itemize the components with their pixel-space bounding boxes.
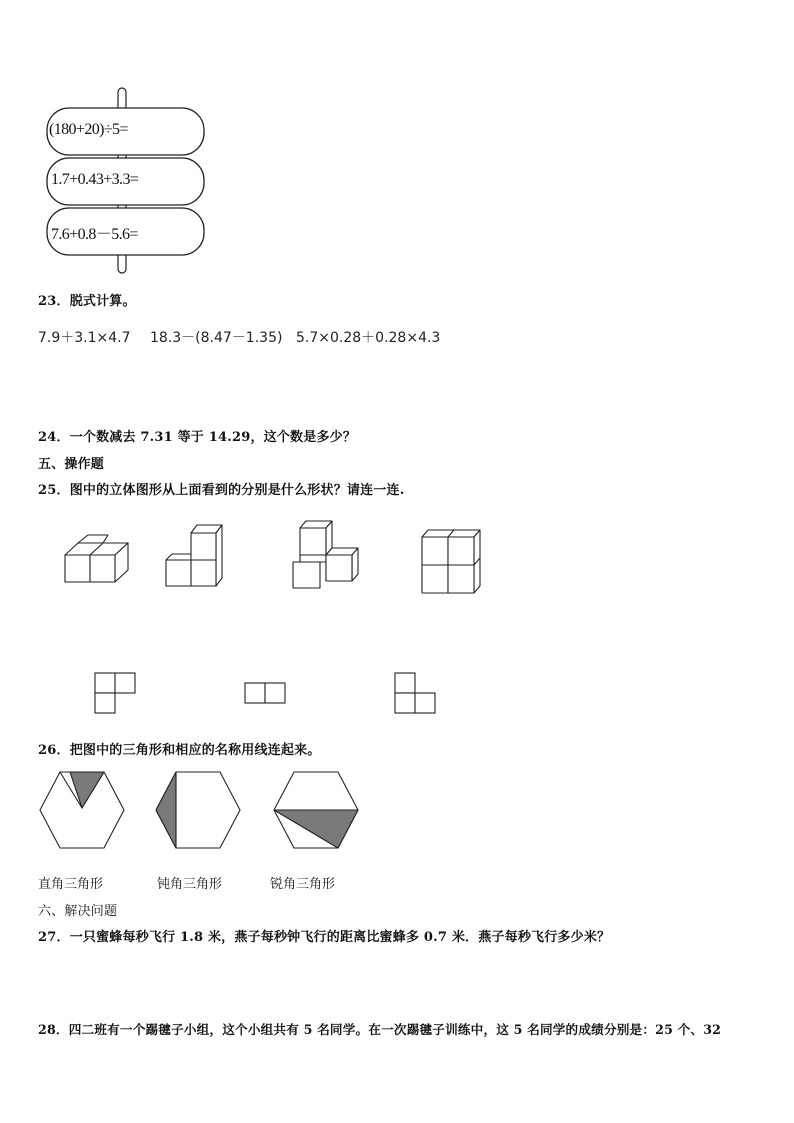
section6-title: 六、解决问题	[38, 904, 118, 919]
section5-title: 五、操作题	[38, 457, 105, 472]
q26-label-1: 直角三角形	[38, 877, 104, 892]
q26-hexagons	[38, 770, 368, 855]
hexagon-acute-triangle	[274, 772, 358, 848]
q27-title: 27．一只蜜蜂每秒飞行 1.8 米，燕子每秒钟飞行的距离比蜜蜂多 0.7 米．燕子每秒飞行多少米？	[38, 930, 611, 945]
q26-title: 26．把图中的三角形和相应的名称用线连起来。	[38, 743, 321, 758]
q23-expr-3: 5.7×0.28＋0.28×4.3	[296, 330, 441, 346]
q25-title: 25．图中的立体图形从上面看到的分别是什么形状？请连一连.	[38, 483, 405, 498]
top-view-3	[395, 673, 435, 713]
q23-expr-1: 7.9＋3.1×4.7	[38, 330, 131, 346]
skewer-expr-2: 1.7+0.43+3.3=	[51, 171, 139, 188]
q23-title: 23．脱式计算。	[38, 294, 136, 309]
solid-figure-1	[65, 535, 128, 582]
q25-top-views	[90, 670, 440, 720]
q26-label-2: 钝角三角形	[157, 877, 223, 892]
top-view-2	[245, 683, 285, 703]
q24-title: 24．一个数减去 7.31 等于 14.29，这个数是多少？	[38, 430, 357, 445]
top-view-1	[95, 673, 135, 713]
solid-figure-2	[166, 525, 222, 586]
q23-expr-2: 18.3－(8.47－1.35)	[150, 330, 283, 346]
solid-figure-3	[293, 521, 358, 588]
hexagon-right-triangle	[40, 772, 124, 848]
solid-figure-4	[422, 530, 480, 593]
skewer-figure	[40, 86, 215, 276]
q28-title: 28．四二班有一个踢毽子小组，这个小组共有 5 名同学。在一次踢毽子训练中，这 5 名同学的成绩分别是：25 个、32	[38, 1022, 722, 1037]
hexagon-obtuse-triangle	[156, 772, 240, 848]
q26-label-3: 锐角三角形	[270, 877, 336, 892]
q25-solid-figures	[60, 515, 500, 600]
skewer-expr-1: (180+20)÷5=	[49, 121, 128, 138]
skewer-expr-3: 7.6+0.8－5.6=	[51, 226, 138, 243]
